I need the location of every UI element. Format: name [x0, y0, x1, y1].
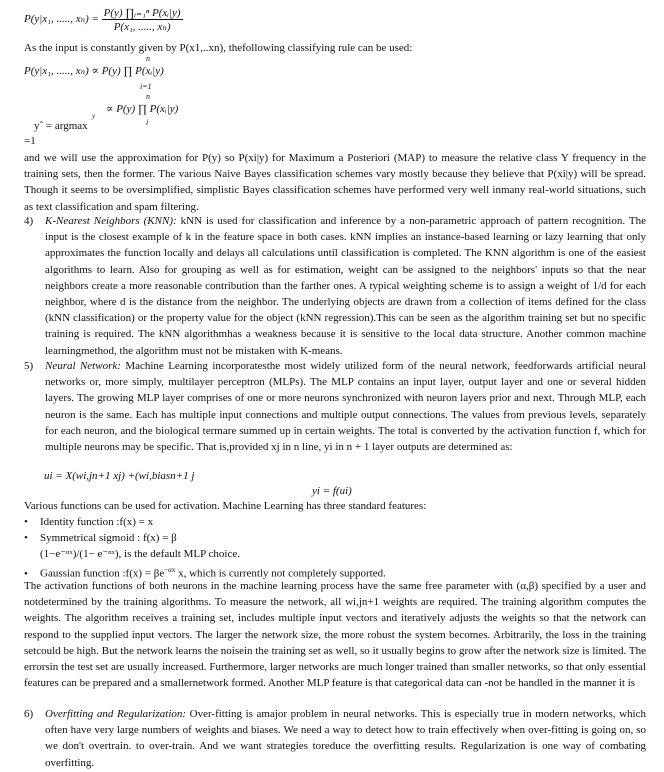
equation-bayes-fraction [102, 6, 183, 33]
equation-ui: ui = X(wi,jn+1 xj) +(wi,biasn+1 j [44, 470, 195, 482]
equation-argmax-yhat: yˆ = argmax [34, 120, 88, 132]
bullet-gaussian-exponent: −αx [164, 566, 176, 574]
bullet-sigmoid [24, 530, 646, 546]
bullet-dot-icon: • [24, 567, 28, 580]
input-sentence: As the input is constantly given by P(x1,..xn), thefollowing classifying rule can be used: [24, 42, 413, 54]
section-knn [24, 213, 646, 359]
section-overfit-title: Overfitting and Regularization: [45, 708, 187, 720]
section-knn-title: K-Nearest Neighbors (KNN): [45, 215, 177, 227]
equation-proportional: P(y|x₁, ....., xₙ) ∝ P(y) ∏ P(xᵢ|y) [24, 65, 164, 77]
equation-proportional-sub: i=1 [140, 82, 152, 91]
bullet-sigmoid-cont: (1−e⁻ᵅˣ)/(1− e⁻ᵅˣ), is the default MLP choice. [40, 548, 240, 560]
bullet-dot-icon: • [24, 532, 28, 544]
equation-yi: yi = f(ui) [312, 485, 352, 497]
equation-bayes [24, 6, 183, 33]
equation-argmax-n: n [146, 92, 150, 101]
equation-argmax-sub: i [146, 118, 149, 127]
activation-intro: Various functions can be used for activation. Machine Learning has three standard features: [24, 500, 427, 512]
bullet-list [24, 514, 646, 582]
paragraph-activation [24, 578, 646, 691]
equation-argmax-product: ∝ P(y) ∏ P(xᵢ|y) [106, 103, 179, 115]
bullet-sigmoid-text: Symmetrical sigmoid : f(x) = β [40, 532, 177, 544]
section-knn-number: 4) [24, 215, 34, 227]
section-nn-number: 5) [24, 360, 34, 372]
paragraph-activation-text: The activation functions of both neurons in the machine learning process have the same free parameter with (α,β) specified by a user and notdetermined by the training algorithms. To measure the network, all wi,jn+1 weights are required. The training algorithm computes the weights. The algorithm receives a training set, includes multiple input vectors and iteratively adjusts the weights so that the network can respond to the supplied input vectors. The larger the network size, the more robust the system becomes. Arbitrarily, the loss in the training setcould be high. But the network learns the noisein the training set as well, so it usually begins to grow after the network size is limited. The errorsin the test set are usually increased. Furthermore, larger networks are much longer trained than smaller networks, so that only essential features can be prepared and a smallernetwork formed. Another MLP feature is that categorical data can -not be handled in the manner it is [24, 580, 646, 690]
section-overfit-number: 6) [24, 708, 34, 720]
equation-proportional-n: n [146, 54, 150, 63]
section-nn-body: Machine Learning incorporatesthe most widely utilized form of the neural network, feedforwards artificial neural networks or, more simply, multilayer perceptron (MLPs). The MLP contains an input layer, output layer and one or several hidden layers. The growing MLP layer comprises of one or more neurons synchronized with neuron layers prior and next. Through MLP, each neuron is the same. Each has multiple input connections and multiple output connections. The values from previous levels, separately for each neuron, and the biological termare summed up in certain weights. The total is converted by the activation function f, which for multiple neurons may be specific. That is,provided xj in n line, yi in n + 1 layer outputs are determined as: [45, 360, 646, 454]
section-nn-title: Neural Network: [45, 360, 121, 372]
section-neural-network [24, 358, 646, 455]
bullet-identity [24, 514, 646, 530]
equation-argmax-one: =1 [24, 135, 36, 147]
bullet-dot-icon: • [24, 516, 28, 528]
section-knn-body: kNN is used for classification and inference by a non-parametric approach of pattern recognition. The input is the closest example of k in the feature space in both cases. kNN implies an instance-based learning or lazy learning that only approximates the function locally and delays all calculations until classification is completed. The KNN algorithm is one of the easiest algorithms to learn. Also for grouping as well as for estimation, weight can be assigned to the neighbors' inputs so that the near neighbors create a more reasonable contribution than the farther ones. A typical weighting scheme is to assign a weight of 1/d for each neighbor, where d is the distance from the neighbor. The underlying objects are drawn from a collection of items defined for the class (kNN classification) or the property value for the object (kNN regression).This can be seen as the algorithm training set but no specific training is required. The kNN algorithmhas a weakness because it is sensitive to the local data structure. Another common machine learningmethod, the algorithm must not be mistaken with K-means. [45, 215, 647, 357]
bullet-identity-text: Identity function :f(x) = x [40, 516, 154, 528]
bullet-gaussian-text: Gaussian function :f(x) = βe [40, 567, 165, 580]
equation-bayes-numerator: P(y) ∏ᵢ₌₁ⁿ P(xᵢ|y) [103, 7, 181, 19]
equation-bayes-lhs: P(y|x₁, ....., xₙ) = [24, 13, 99, 26]
equation-bayes-denominator: P(x₁, ....., xₙ) [113, 21, 171, 33]
section-overfit-body: Over-fitting is amajor problem in neural networks. This is especially true in modern networks, which often have very large numbers of weights and biases. We need a way to detect how to train effectively when over-fitting is going on, so we don't overtrain. to over-train. And we want strategies toreduce the overfitting results. Regularization is one way of combating overfitting. [45, 708, 646, 769]
bullet-gaussian-tail: x, which is currently not completely supported. [175, 567, 386, 580]
section-overfitting [24, 706, 646, 771]
paragraph-map [24, 150, 646, 215]
equation-argmax-sup: y [92, 112, 96, 120]
paragraph-map-text: and we will use the approximation for P(y) so P(xi|y) for Maximum a Posteriori (MAP) to measure the relative class Y frequency in the training sets, then the former. The various Naive Bayes classification schemes vary mostly because they believe that P(xi|y) will be spread. Though it seems to be oversimplified, simplistic Bayes classification schemes have performed very well inmany real-world situations, such as text classification and spam filtering. [24, 152, 646, 213]
